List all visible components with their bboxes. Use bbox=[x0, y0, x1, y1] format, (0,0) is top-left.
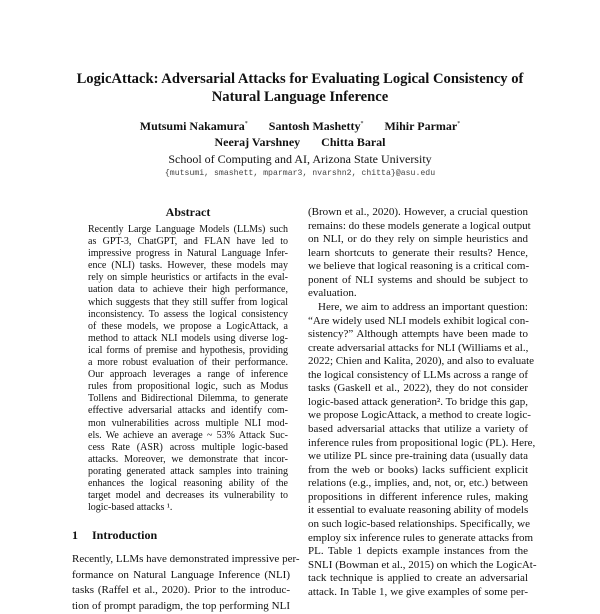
author: Chitta Baral bbox=[321, 135, 385, 149]
section-heading-introduction bbox=[72, 528, 157, 543]
text-line: formance on Natural Language Inference (NLI) bbox=[72, 568, 290, 584]
text-line: the logical consistency of LLMs across a range of bbox=[308, 369, 528, 383]
text-line: sistency?” Although attempts have been made to bbox=[308, 328, 528, 342]
text-line: SNLI (Bowman et al., 2015) on which the LogicAt- bbox=[308, 559, 528, 573]
author: Santosh Mashetty* bbox=[269, 119, 364, 133]
text-line: propositions in different inference rules, making bbox=[308, 491, 528, 505]
text-line: attacks. Moreover, we demonstrate that incor- bbox=[88, 454, 288, 466]
text-line: Recently, LLMs have demonstrated impressive per- bbox=[72, 552, 290, 568]
right-column-body bbox=[308, 206, 528, 599]
text-line: porating generated attack samples into training bbox=[88, 466, 288, 478]
text-line: rules from propositional logic, such as Modus bbox=[88, 381, 288, 393]
text-line: tack technique is applied to create an adversarial bbox=[308, 572, 528, 586]
text-line: target model and decreases its vulnerability to bbox=[88, 490, 288, 502]
text-line: cess Rate (ASR) across multiple logic-based bbox=[88, 442, 288, 454]
text-line: tion of prompt paradigm, the top performing NLI bbox=[72, 599, 290, 614]
text-line: ponent of NLI systems and should be subject to bbox=[308, 274, 528, 288]
text-line: inconsistency. To assess the logical consistency bbox=[88, 309, 288, 321]
text-line: on such logic-based relationships. Specifically, we bbox=[308, 518, 528, 532]
text-line: Recently Large Language Models (LLMs) such bbox=[88, 224, 288, 236]
affiliation: School of Computing and AI, Arizona State University bbox=[40, 152, 560, 167]
text-line: create adversarial attacks for NLI (Williams et al., bbox=[308, 342, 528, 356]
text-line: Here, we aim to address an important question: bbox=[308, 301, 528, 315]
text-line: attack. In Table 1, we give examples of some per- bbox=[308, 586, 528, 600]
text-line: on NLI, or do they rely on simple heuristics and bbox=[308, 233, 528, 247]
text-line: employ six inference rules to generate attacks from bbox=[308, 532, 528, 546]
text-line: tasks (Gaskell et al., 2022), they do not consider bbox=[308, 382, 528, 396]
introduction-body bbox=[72, 552, 290, 614]
text-line: Tollens and Bidirectional Dilemma, to generate bbox=[88, 393, 288, 405]
authors bbox=[40, 116, 560, 150]
text-line: uation data to achieve their high performance, bbox=[88, 284, 288, 296]
text-line: mon vulnerabilities across multiple NLI mod- bbox=[88, 418, 288, 430]
text-line: as GPT-3, ChatGPT, and FLAN have led to bbox=[88, 236, 288, 248]
text-line: learn shortcuts to generate their results? Hence, bbox=[308, 247, 528, 261]
text-line: based adversarial attacks that utilize a variety of bbox=[308, 423, 528, 437]
abstract-heading: Abstract bbox=[88, 205, 288, 220]
authors-row bbox=[40, 116, 560, 134]
text-line: ence (NLI) tasks. However, these models may bbox=[88, 260, 288, 272]
text-line: logic-based attacks ¹. bbox=[88, 502, 288, 514]
section-number: 1 bbox=[72, 528, 92, 543]
text-line: “Are widely used NLI models exhibit logical con- bbox=[308, 315, 528, 329]
author: Mihir Parmar* bbox=[384, 119, 460, 133]
authors-row bbox=[40, 134, 560, 150]
title-line: LogicAttack: Adversarial Attacks for Evaluating Logical Consistency of bbox=[40, 70, 560, 88]
text-line: Our approach leverages a range of inference bbox=[88, 369, 288, 381]
author: Neeraj Varshney bbox=[214, 135, 300, 149]
email: {mutsumi, smashett, mparmar3, nvarshn2, chitta}@asu.edu bbox=[40, 169, 560, 178]
text-line: we propose LogicAttack, a method to create logic- bbox=[308, 409, 528, 423]
text-line: which suggests that they still suffer from logical bbox=[88, 297, 288, 309]
text-line: we believe that logical reasoning is a critical com- bbox=[308, 260, 528, 274]
text-line: rely on simple heuristics or artifacts in the eval- bbox=[88, 272, 288, 284]
paper-title bbox=[40, 70, 560, 106]
text-line: effective adversarial attacks and identify com- bbox=[88, 405, 288, 417]
text-line: remains: do these models generate a logical output bbox=[308, 220, 528, 234]
text-line: we utilize PL since pre-training data (usually data bbox=[308, 450, 528, 464]
text-line: a more robust evaluation of their performance. bbox=[88, 357, 288, 369]
text-line: relations (e.g., implies, and, not, or, etc.) between bbox=[308, 477, 528, 491]
text-line: from the web or books) lacks sufficient explicit bbox=[308, 464, 528, 478]
text-line: els. We achieve an average ~ 53% Attack Suc- bbox=[88, 430, 288, 442]
author: Mutsumi Nakamura* bbox=[140, 119, 248, 133]
text-line: evaluation. bbox=[308, 287, 528, 301]
text-line: tasks (Raffel et al., 2020). Prior to the introduc- bbox=[72, 583, 290, 599]
text-line: PL. Table 1 depicts example instances from the bbox=[308, 545, 528, 559]
text-line: impressive progress in Natural Language Infer- bbox=[88, 248, 288, 260]
text-line: logic-based attack generation². To bridge this gap, bbox=[308, 396, 528, 410]
section-title: Introduction bbox=[92, 528, 157, 542]
text-line: it essential to evaluate reasoning ability of models bbox=[308, 504, 528, 518]
text-line: inference rules from propositional logic (PL). Here, bbox=[308, 437, 528, 451]
abstract-body bbox=[88, 224, 288, 514]
title-line: Natural Language Inference bbox=[40, 88, 560, 106]
text-line: 2022; Chien and Kalita, 2020), and also to evaluate bbox=[308, 355, 528, 369]
text-line: method to attack NLI models using diverse log- bbox=[88, 333, 288, 345]
text-line: ical forms of premise and hypothesis, providing bbox=[88, 345, 288, 357]
text-line: (Brown et al., 2020). However, a crucial question bbox=[308, 206, 528, 220]
text-line: of these models, we propose a LogicAttack, a bbox=[88, 321, 288, 333]
text-line: enhances the logical reasoning ability of the bbox=[88, 478, 288, 490]
